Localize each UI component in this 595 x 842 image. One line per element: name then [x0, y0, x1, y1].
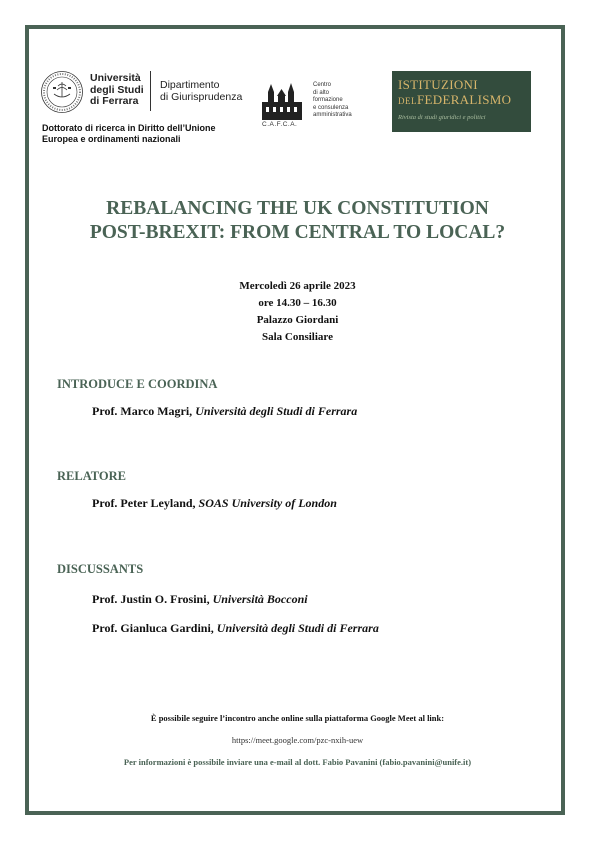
event-details: [40, 278, 555, 346]
university-name: Università degli Studi di Ferrara: [90, 72, 144, 107]
journal-subtitle: Rivista di studi giuridici e politici: [398, 114, 486, 121]
discussant-2: Prof. Gianluca Gardini, Università degli Studi di Ferrara: [92, 621, 379, 635]
event-room: Sala Consiliare: [261, 331, 333, 343]
journal-logo: [392, 71, 531, 132]
contact-info: Per informazioni è possibile inviare una e-mail al dott. Fabio Pavanini (fabio.pavanini@unife.it): [123, 757, 472, 767]
intro-person: Prof. Marco Magri, Università degli Studi di Ferrara: [92, 404, 358, 418]
phd-program: Dottorato di ricerca in Diritto dell’Unione Europea e ordinamenti nazionali: [42, 123, 216, 144]
cafca-description: Centro di alto formazione e consulenza amministrativa: [313, 82, 352, 118]
intro-heading: INTRODUCE E COORDINA: [57, 377, 218, 391]
event-venue: Palazzo Giordani: [256, 314, 339, 326]
discussant-1: Prof. Justin O. Frosini, Università Bocconi: [92, 592, 308, 606]
speaker-heading: RELATORE: [57, 469, 127, 483]
event-date: Mercoledì 26 aprile 2023: [239, 280, 356, 292]
cafca-building-logo: [258, 80, 306, 120]
logo-divider: [150, 71, 151, 111]
event-time: ore 14.30 – 16.30: [258, 297, 337, 309]
online-note: È possibile seguire l’incontro anche online sulla piattaforma Google Meet al link:: [150, 713, 445, 723]
meet-link[interactable]: https://meet.google.com/pzc-nxih-uew: [231, 735, 364, 745]
department-name: Dipartimento di Giurisprudenza: [160, 79, 243, 103]
event-title: REBALANCING THE UK CONSTITUTION POST-BREXIT: FROM CENTRAL TO LOCAL?: [89, 198, 506, 243]
cafca-label: C.A.F.C.A.: [262, 121, 298, 128]
journal-name-line2: DELFEDERALISMO: [398, 92, 512, 107]
discussants-heading: DISCUSSANTS: [57, 562, 144, 576]
journal-name-line1: ISTITUZIONI: [398, 77, 478, 92]
speaker-person: Prof. Peter Leyland, SOAS University of London: [92, 496, 337, 510]
university-seal-logo: [40, 70, 84, 114]
